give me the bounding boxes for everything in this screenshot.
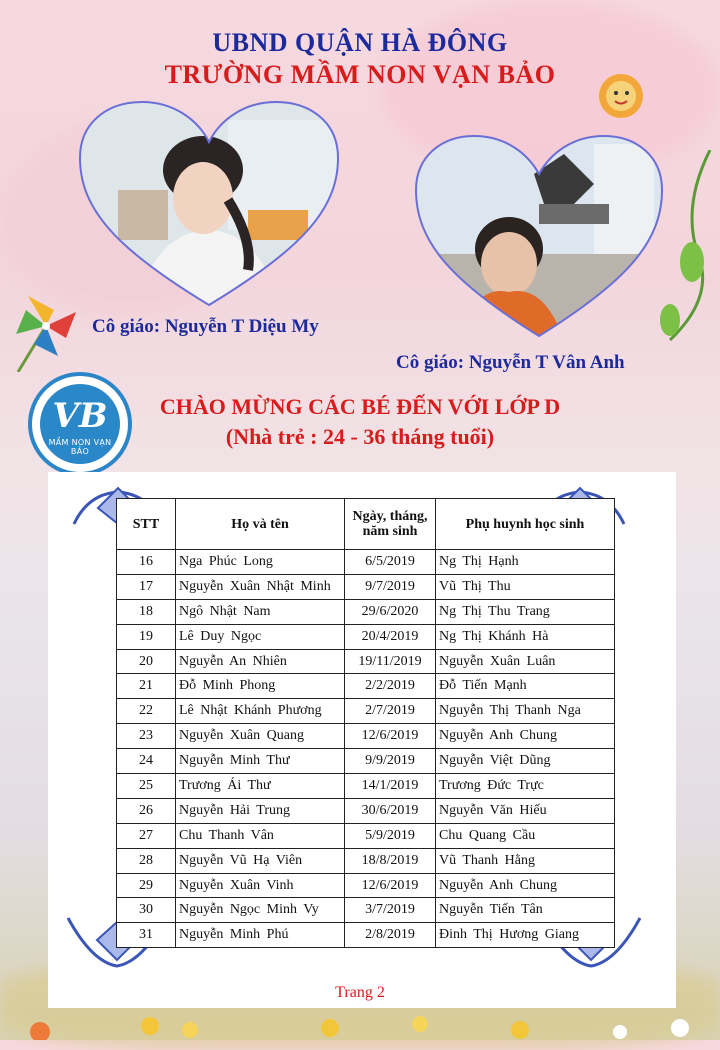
table-row (117, 873, 615, 898)
cell-name: Nguyễn Minh Phú (176, 923, 345, 948)
cell-stt: 26 (117, 798, 176, 823)
cell-parent: Đỗ Tiến Mạnh (436, 674, 615, 699)
header-stt: STT (117, 499, 176, 550)
cell-name: Nguyễn An Nhiên (176, 649, 345, 674)
cell-parent: Nguyễn Tiến Tân (436, 898, 615, 923)
table-row (117, 550, 615, 575)
cell-dob: 9/7/2019 (345, 574, 436, 599)
table-row (117, 749, 615, 774)
cell-parent: Đinh Thị Hương Giang (436, 923, 615, 948)
cell-dob: 19/11/2019 (345, 649, 436, 674)
table-row (117, 898, 615, 923)
district-title: UBND QUẬN HÀ ĐÔNG (212, 28, 508, 57)
table-row (117, 649, 615, 674)
table-row (117, 574, 615, 599)
cell-parent: Nguyễn Văn Hiếu (436, 798, 615, 823)
cell-parent: Ng Thị Thu Trang (436, 599, 615, 624)
logo-text: MẦM NON VẠN BẢO (48, 438, 112, 456)
cell-dob: 3/7/2019 (345, 898, 436, 923)
cell-dob: 6/5/2019 (345, 550, 436, 575)
cell-parent: Vũ Thanh Hằng (436, 848, 615, 873)
cell-dob: 12/6/2019 (345, 873, 436, 898)
header-parent: Phụ huynh học sinh (436, 499, 615, 550)
cell-stt: 22 (117, 699, 176, 724)
cell-parent: Nguyễn Anh Chung (436, 873, 615, 898)
header-dob: Ngày, tháng, năm sinh (345, 499, 436, 550)
student-table-body (117, 550, 615, 948)
cell-dob: 2/8/2019 (345, 923, 436, 948)
header-name: Họ và tên (176, 499, 345, 550)
welcome-subtitle: (Nhà trẻ : 24 - 36 tháng tuổi) (225, 424, 495, 449)
cell-stt: 23 (117, 724, 176, 749)
cell-stt: 24 (117, 749, 176, 774)
cell-stt: 19 (117, 624, 176, 649)
page-number: Trang 2 (335, 984, 385, 1001)
teacher-photo-heart-2 (414, 134, 664, 340)
cell-parent: Nguyễn Việt Dũng (436, 749, 615, 774)
cell-name: Nguyễn Hải Trung (176, 798, 345, 823)
cell-stt: 16 (117, 550, 176, 575)
cell-stt: 18 (117, 599, 176, 624)
cell-stt: 29 (117, 873, 176, 898)
cell-name: Nguyễn Minh Thư (176, 749, 345, 774)
cell-dob: 14/1/2019 (345, 774, 436, 799)
cell-name: Lê Duy Ngọc (176, 624, 345, 649)
table-header-row (117, 499, 615, 550)
cell-dob: 5/9/2019 (345, 823, 436, 848)
pinwheel-icon (8, 282, 88, 372)
table-row (117, 724, 615, 749)
cell-name: Lê Nhật Khánh Phương (176, 699, 345, 724)
cell-parent: Nguyễn Xuân Luân (436, 649, 615, 674)
cell-parent: Trương Đức Trực (436, 774, 615, 799)
cell-stt: 17 (117, 574, 176, 599)
cell-name: Nguyễn Xuân Quang (176, 724, 345, 749)
cell-name: Nguyễn Xuân Nhật Minh (176, 574, 345, 599)
welcome-title: CHÀO MỪNG CÁC BÉ ĐẾN VỚI LỚP D (159, 394, 561, 419)
cell-name: Nguyễn Xuân Vinh (176, 873, 345, 898)
student-table (116, 498, 615, 948)
table-row (117, 798, 615, 823)
cell-name: Nguyễn Vũ Hạ Viên (176, 848, 345, 873)
student-table-wrap (116, 498, 615, 948)
cell-name: Ngô Nhật Nam (176, 599, 345, 624)
logo-letters: VB (52, 396, 108, 436)
table-row (117, 699, 615, 724)
flowers-icon (0, 1004, 720, 1040)
table-row (117, 624, 615, 649)
cell-parent: Nguyễn Thị Thanh Nga (436, 699, 615, 724)
cell-name: Chu Thanh Vân (176, 823, 345, 848)
cell-name: Trương Ái Thư (176, 774, 345, 799)
cell-parent: Vũ Thị Thu (436, 574, 615, 599)
cell-stt: 21 (117, 674, 176, 699)
cell-parent: Ng Thị Khánh Hà (436, 624, 615, 649)
cell-name: Đỗ Minh Phong (176, 674, 345, 699)
cell-parent: Chu Quang Cầu (436, 823, 615, 848)
cell-name: Nguyễn Ngọc Minh Vy (176, 898, 345, 923)
cell-parent: Ng Thị Hạnh (436, 550, 615, 575)
table-row (117, 848, 615, 873)
cell-dob: 2/2/2019 (345, 674, 436, 699)
cell-dob: 30/6/2019 (345, 798, 436, 823)
teacher-caption-1: Cô giáo: Nguyễn T Diệu My (92, 316, 319, 337)
cell-dob: 29/6/2020 (345, 599, 436, 624)
table-row (117, 923, 615, 948)
table-row (117, 674, 615, 699)
teacher-photo-heart-1 (78, 100, 340, 310)
table-row (117, 774, 615, 799)
cell-stt: 31 (117, 923, 176, 948)
school-title: TRƯỜNG MẦM NON VẠN BẢO (164, 60, 556, 89)
cell-parent: Nguyễn Anh Chung (436, 724, 615, 749)
cell-dob: 12/6/2019 (345, 724, 436, 749)
teacher-caption-2: Cô giáo: Nguyễn T Vân Anh (396, 352, 625, 373)
cell-stt: 20 (117, 649, 176, 674)
cell-stt: 25 (117, 774, 176, 799)
cell-stt: 27 (117, 823, 176, 848)
cell-dob: 20/4/2019 (345, 624, 436, 649)
cell-dob: 18/8/2019 (345, 848, 436, 873)
cell-dob: 9/9/2019 (345, 749, 436, 774)
cell-stt: 30 (117, 898, 176, 923)
table-row (117, 823, 615, 848)
cell-name: Nga Phúc Long (176, 550, 345, 575)
cell-stt: 28 (117, 848, 176, 873)
cell-dob: 2/7/2019 (345, 699, 436, 724)
table-row (117, 599, 615, 624)
